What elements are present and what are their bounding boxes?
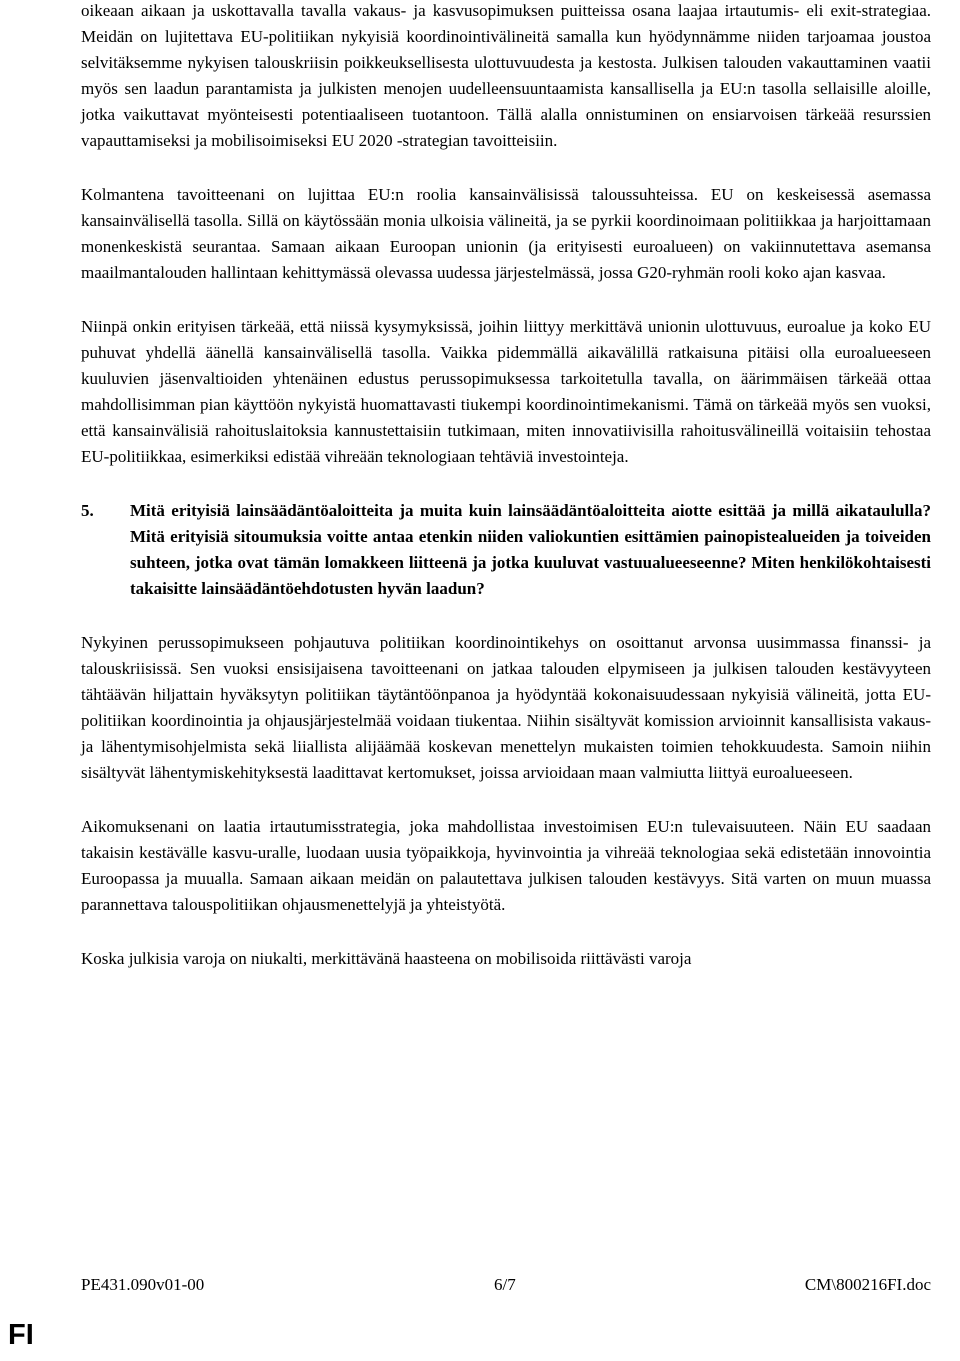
page-footer bbox=[81, 1275, 931, 1299]
answer-paragraph-coordination: Nykyinen perussopimukseen pohjautuva politiikan koordinointikehys on osoittanut arvonsa uusimmassa finanssi- ja talouskriisissä. Sen vuoksi ensisijaisena tavoitteenani on jatkaa talouden elpymiseen ja julkisen talouden kestävyyteen tähtäävän hiljattain hyväksytyn politiikan täytäntöönpanoa ja hyödyntää kokonaisuudessaan nykyisiä välineitä, jotta EU-politiikan koordinointia ja ohjausjärjestelmää voidaan tiukentaa. Niihin sisältyvät komission arvioinnit kansallisista vakaus- ja lähentymisohjelmista sekä liiallista alijäämää koskevan menettelyn mukaisten toimien tehokkuudesta. Samoin niihin sisältyvät lähentymiskehityksestä laadittavat kertomukset, joissa arvioidaan maan valmiutta liittyä euroalueeseen. bbox=[81, 633, 931, 782]
paragraph-stability-pact: oikeaan aikaan ja uskottavalla tavalla vakaus- ja kasvusopimuksen puitteissa osana laajaa irtautumis- eli exit-strategiaa. Meidän on lujitettava EU-politiikan nykyisiä koordinointivälineitä samalla kun hyödynnämme niiden tarjoamaa joustoa selvitäksemme nykyisen talouskriisin poikkeuksellisesta ulottuvuudesta ja kestosta. Julkisen talouden vakauttaminen vaatii myös sen laadun parantamista ja julkisten menojen uudelleensuuntaamista kansallisella ja EU:n tasolla sellaisille aloille, jotka vaikuttavat myönteisesti potentiaaliseen tuotantoon. Tällä alalla onnistuminen on ensiarvoisen tärkeää resurssien vapauttamiseksi ja mobilisoimiseksi EU 2020 -strategian tavoitteisiin. bbox=[81, 1, 931, 150]
document-body bbox=[81, 0, 931, 1000]
paragraph-single-voice: Niinpä onkin erityisen tärkeää, että niissä kysymyksissä, joihin liittyy merkittävä unionin ulottuvuus, euroalue ja koko EU puhuvat yhdellä äänellä kansainvälisellä tasolla. Vaikka pidemmällä aikavälillä ratkaisuna pitäisi olla euroalueeseen kuuluvien jäsenvaltioiden yhtenäinen edustus perussopimuksessa tarkoitetulla tavalla, on äärimmäisen tärkeää ottaa mahdollisimman pian käyttöön nykyistä huomattavasti tiukempi koordinointimekanismi. Tämä on tärkeää myös sen vuoksi, että kansainvälisiä rahoituslaitoksia kannustettaisiin tutkimaan, miten innovatiivisilla rahoitusvälineillä voitaisiin tehostaa EU-politiikkaa, esimerkiksi edistää vihreään teknologiaan tehtäviä investointeja. bbox=[81, 317, 931, 466]
question-text: Mitä erityisiä lainsäädäntöaloitteita ja muita kuin lainsäädäntöaloitteita aiotte esittää ja millä aikataululla? Mitä erityisiä sitoumuksia voitte antaa etenkin niiden valiokuntien esittämien painopistealueiden ja toiveiden suhteen, jotka ovat tämän lomakkeen liitteenä ja jotka kuuluvat vastuualueeseenne? Miten henkilökohtaisesti takaisitte lainsäädäntöehdotusten hyvän laadun? bbox=[130, 501, 931, 598]
language-code: FI bbox=[8, 1319, 34, 1351]
answer-paragraph-public-funds: Koska julkisia varoja on niukalti, merkittävänä haasteena on mobilisoida riittävästi varoja bbox=[81, 949, 692, 968]
footer-file-name: CM\800216FI.doc bbox=[804, 1275, 931, 1294]
footer-document-reference: PE431.090v01-00 bbox=[81, 1275, 205, 1294]
question-block bbox=[81, 498, 931, 602]
answer-paragraph-exit-strategy: Aikomuksenani on laatia irtautumisstrategia, joka mahdollistaa investoimisen EU:n tulevaisuuteen. Näin EU saadaan takaisin kestävälle kasvu-uralle, luodaan uusia työpaikkoja, hyvinvointia ja vihreää teknologiaa sekä edistetään innovointia Euroopassa ja muualla. Samaan aikaan meidän on palautettava julkisen talouden kestävyys. Sitä varten on muun muassa parannettava talouspolitiikan ohjausmenettelyjä ja yhteistyötä. bbox=[81, 817, 931, 914]
paragraph-international-role: Kolmantena tavoitteenani on lujittaa EU:n roolia kansainvälisissä taloussuhteissa. EU on keskeisessä asemassa kansainvälisellä tasolla. Sillä on käytössään monia ulkoisia välineitä, ja se pyrkii koordinoimaan politiikkaa ja harjoittamaan monenkeskistä seurantaa. Samaan aikaan Euroopan unionin (ja erityisesti euroalueen) on vakiinnutettava asemansa maailmantalouden hallintaan kehittymässä olevassa uudessa järjestelmässä, jossa G20-ryhmän rooli koko ajan kasvaa. bbox=[81, 185, 931, 282]
question-number: 5. bbox=[81, 501, 94, 520]
footer-page-number: 6/7 bbox=[494, 1275, 516, 1294]
